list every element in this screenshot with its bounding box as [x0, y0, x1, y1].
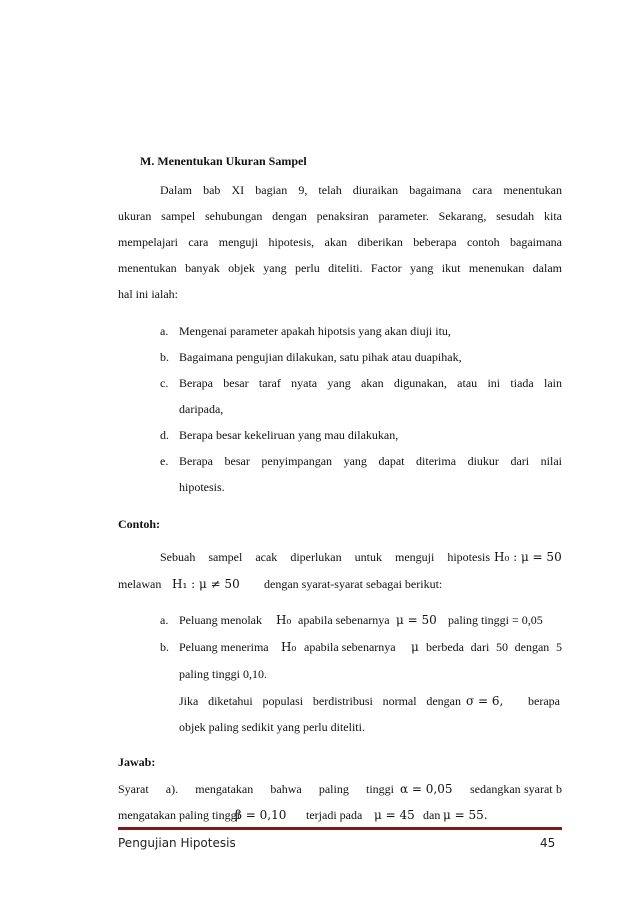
intro-line: mempelajari cara menguji hipotesis, akan diberikan beberapa contoh bagaimana [118, 235, 562, 249]
list-marker: b. [160, 350, 169, 364]
condition-text: objek paling sedikit yang perlu diteliti. [179, 720, 365, 734]
intro-line: menentukan banyak objek yang perlu diteliti. Factor yang ikut menenukan dalam [118, 261, 562, 275]
condition-text: Peluang menerima [179, 640, 269, 654]
intro-line: Dalam bab XI bagian 9, telah diuraikan bagaimana cara menentukan [160, 183, 562, 197]
section-heading: M. Menentukan Ukuran Sampel [140, 154, 307, 168]
list-item: Bagaimana pengujian dilakukan, satu pihak atau duapihak, [179, 350, 462, 364]
footer-title: Pengujian Hipotesis [118, 836, 236, 850]
jawab-line: dan [423, 808, 441, 822]
h0-symbol: H₀ [276, 613, 292, 627]
mu-symbol: μ [411, 640, 419, 654]
contoh-line: Sebuah sampel acak diperlukan untuk menguji hipotesis [160, 550, 490, 564]
list-item-continuation: daripada, [179, 402, 224, 416]
list-item-continuation: hipotesis. [179, 480, 225, 494]
jawab-heading: Jawab: [118, 755, 156, 769]
h1-formula: H₁ : μ ≠ 50 [172, 577, 240, 591]
page-number: 45 [540, 836, 556, 850]
list-item: Mengenai parameter apakah hipotsis yang akan diuji itu, [179, 324, 451, 338]
alpha-formula: α = 0,05 [400, 782, 453, 796]
jawab-line: terjadi pada [306, 808, 363, 822]
footer-rule [118, 827, 562, 830]
condition-text: apabila sebenarnya [304, 640, 396, 654]
list-marker: e. [160, 454, 169, 468]
list-marker: a. [160, 613, 169, 627]
list-marker: b. [160, 640, 169, 654]
condition-text: paling tinggi = 0,05 [448, 613, 543, 627]
list-marker: a. [160, 324, 169, 338]
intro-line: ukuran sampel sehubungan dengan penaksiran parameter. Sekarang, sesudah kita [118, 209, 562, 223]
list-item: Berapa besar taraf nyata yang akan digunakan, atau ini tiada lain [179, 376, 562, 390]
h0-symbol: H₀ [281, 640, 297, 654]
mu-formula: μ = 50 [396, 613, 437, 627]
list-item: Berapa besar kekeliruan yang mau dilakukan, [179, 428, 399, 442]
condition-text: Peluang menolak [179, 613, 262, 627]
mu-formula: μ = 45 [374, 808, 415, 822]
contoh-line: melawan [118, 577, 162, 591]
condition-text: paling tinggi 0,10. [179, 667, 267, 681]
list-marker: d. [160, 428, 169, 442]
h0-formula: H₀ : μ = 50 [494, 550, 562, 564]
sigma-formula: σ = 6, [466, 694, 504, 708]
mu-formula: μ = 55. [443, 808, 488, 822]
contoh-line: dengan syarat-syarat sebagai berikut: [264, 577, 443, 591]
intro-line: hal ini ialah: [118, 287, 178, 301]
list-marker: c. [160, 376, 169, 390]
jawab-line: sedangkan syarat b [470, 782, 562, 796]
jawab-line: mengatakan paling tinggi [118, 808, 240, 822]
condition-text: berbeda dari 50 dengan 5 [426, 640, 562, 654]
beta-formula: β = 0,10 [235, 808, 287, 822]
list-item: Berapa besar penyimpangan yang dapat diterima diukur dari nilai [179, 454, 562, 468]
condition-text: berapa [528, 694, 560, 708]
condition-text: apabila sebenarnya [298, 613, 390, 627]
contoh-heading: Contoh: [118, 517, 161, 531]
jawab-line: Syarat a). mengatakan bahwa paling tinggi [118, 782, 394, 796]
condition-text: Jika diketahui populasi berdistribusi normal dengan [179, 694, 461, 708]
